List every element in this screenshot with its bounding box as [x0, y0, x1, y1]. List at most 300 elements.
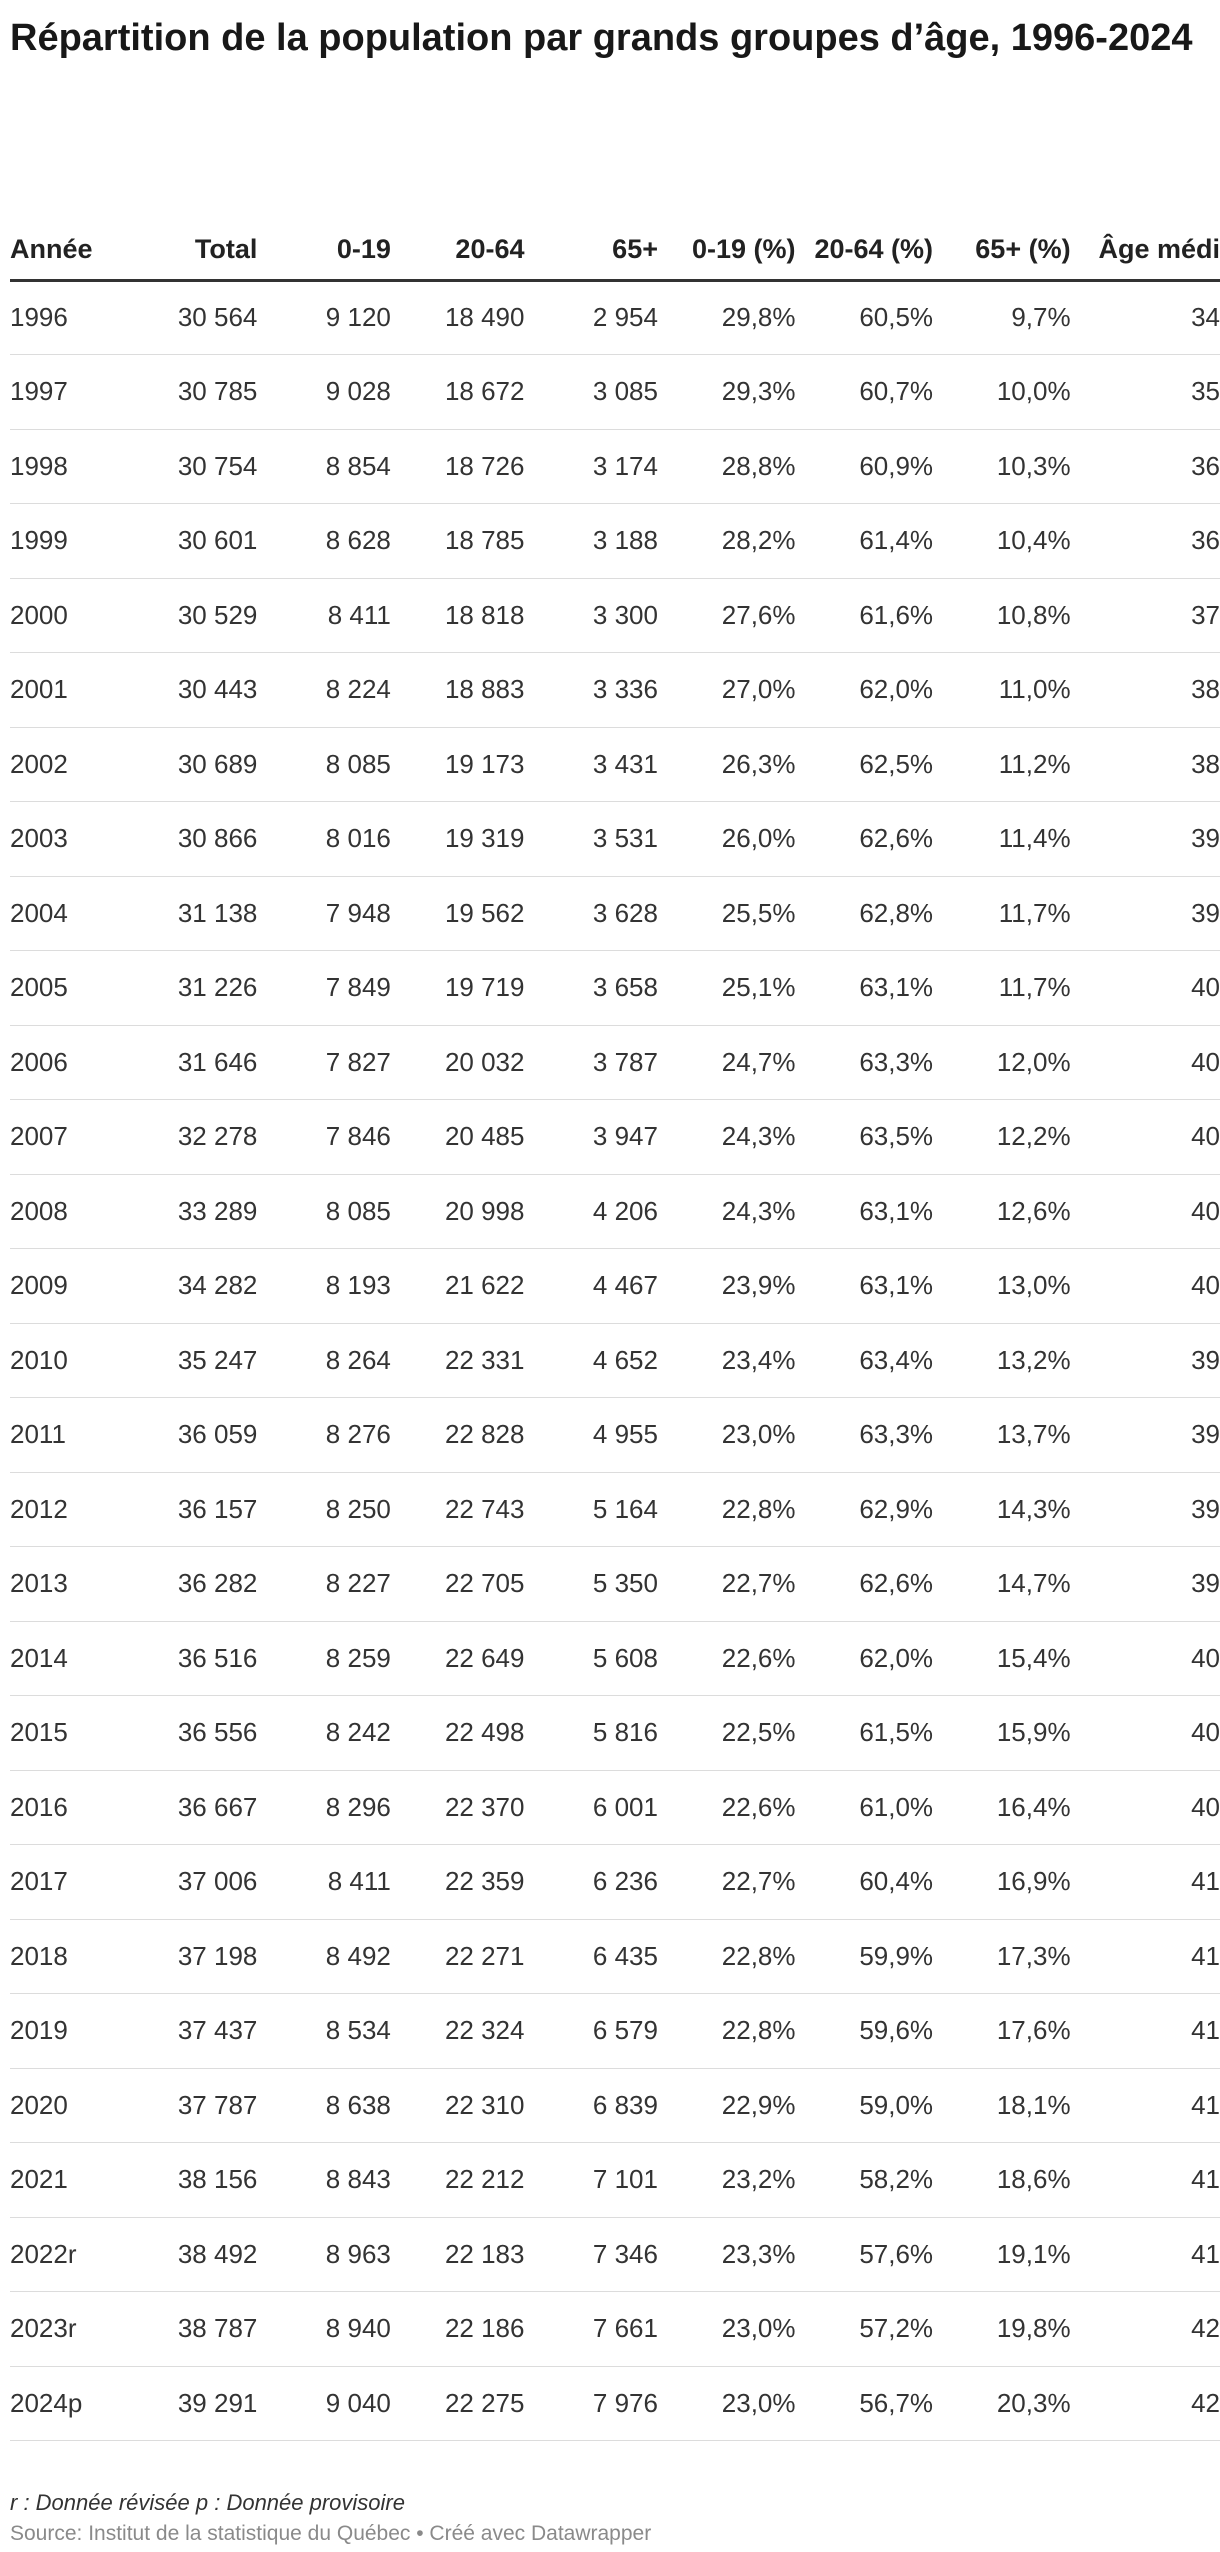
- table-cell: 10,0%: [933, 355, 1071, 430]
- table-cell: 8 638: [257, 2068, 391, 2143]
- year-cell: 2013: [10, 1547, 140, 1622]
- table-cell: 22,6%: [658, 1621, 796, 1696]
- table-cell: 34 282: [140, 1249, 258, 1324]
- table-cell: 6 435: [524, 1919, 658, 1994]
- column-header[interactable]: 20-64: [391, 162, 525, 280]
- table-cell: 61,4%: [796, 504, 934, 579]
- year-cell: 2011: [10, 1398, 140, 1473]
- year-cell: 2014: [10, 1621, 140, 1696]
- table-row: [10, 2366, 1220, 2441]
- table-cell: 12,6%: [933, 1174, 1071, 1249]
- year-cell: 2022r: [10, 2217, 140, 2292]
- table-cell: 30 866: [140, 802, 258, 877]
- table-cell: 7 976: [524, 2366, 658, 2441]
- year-cell: 1996: [10, 280, 140, 355]
- table-cell: 59,6%: [796, 1994, 934, 2069]
- table-cell: 11,2%: [933, 727, 1071, 802]
- table-cell: 28,2%: [658, 504, 796, 579]
- table-row: [10, 504, 1220, 579]
- table-cell: 36 059: [140, 1398, 258, 1473]
- table-cell: 7 849: [257, 951, 391, 1026]
- table-cell: 8 224: [257, 653, 391, 728]
- year-cell: 2010: [10, 1323, 140, 1398]
- table-cell: 8 411: [257, 578, 391, 653]
- table-cell: 15,4%: [933, 1621, 1071, 1696]
- table-header-row: [10, 162, 1220, 280]
- table-cell: 22,6%: [658, 1770, 796, 1845]
- table-cell: 11,7%: [933, 951, 1071, 1026]
- table-cell: 22 275: [391, 2366, 525, 2441]
- table-cell: 12,0%: [933, 1025, 1071, 1100]
- table-cell: 14,7%: [933, 1547, 1071, 1622]
- table-cell: 33 289: [140, 1174, 258, 1249]
- table-cell: 31 138: [140, 876, 258, 951]
- table-cell: 32 278: [140, 1100, 258, 1175]
- table-cell: 11,7%: [933, 876, 1071, 951]
- column-header[interactable]: Âge médi: [1071, 162, 1220, 280]
- table-row: [10, 1398, 1220, 1473]
- table-cell: 18 672: [391, 355, 525, 430]
- table-cell: 6 001: [524, 1770, 658, 1845]
- table-cell: 3 947: [524, 1100, 658, 1175]
- table-cell: 40: [1071, 1100, 1220, 1175]
- year-cell: 2023r: [10, 2292, 140, 2367]
- table-cell: 23,9%: [658, 1249, 796, 1324]
- table-cell: 10,3%: [933, 429, 1071, 504]
- table-cell: 29,8%: [658, 280, 796, 355]
- table-cell: 7 346: [524, 2217, 658, 2292]
- table-cell: 29,3%: [658, 355, 796, 430]
- table-cell: 7 827: [257, 1025, 391, 1100]
- table-cell: 17,3%: [933, 1919, 1071, 1994]
- population-table: [10, 162, 1220, 2441]
- table-row: [10, 1249, 1220, 1324]
- table-cell: 3 787: [524, 1025, 658, 1100]
- table-row: [10, 876, 1220, 951]
- table-cell: 22 331: [391, 1323, 525, 1398]
- year-cell: 2001: [10, 653, 140, 728]
- table-cell: 14,3%: [933, 1472, 1071, 1547]
- table-cell: 40: [1071, 1249, 1220, 1324]
- table-cell: 18,1%: [933, 2068, 1071, 2143]
- footnote: r : Donnée révisée p : Donnée provisoire: [10, 2490, 405, 2515]
- table-cell: 22 649: [391, 1621, 525, 1696]
- table-cell: 63,1%: [796, 951, 934, 1026]
- table-cell: 39: [1071, 1472, 1220, 1547]
- table-cell: 8 534: [257, 1994, 391, 2069]
- table-cell: 7 101: [524, 2143, 658, 2218]
- table-cell: 16,9%: [933, 1845, 1071, 1920]
- table-cell: 40: [1071, 1770, 1220, 1845]
- table-row: [10, 1174, 1220, 1249]
- table-cell: 62,0%: [796, 1621, 934, 1696]
- table-cell: 57,2%: [796, 2292, 934, 2367]
- table-cell: 39: [1071, 1398, 1220, 1473]
- table-cell: 35 247: [140, 1323, 258, 1398]
- table-cell: 37: [1071, 578, 1220, 653]
- table-cell: 22 183: [391, 2217, 525, 2292]
- table-cell: 10,4%: [933, 504, 1071, 579]
- year-cell: 2012: [10, 1472, 140, 1547]
- table-cell: 62,6%: [796, 802, 934, 877]
- table-cell: 59,0%: [796, 2068, 934, 2143]
- column-header[interactable]: 20-64 (%): [796, 162, 934, 280]
- table-cell: 16,4%: [933, 1770, 1071, 1845]
- table-cell: 3 336: [524, 653, 658, 728]
- table-cell: 22 310: [391, 2068, 525, 2143]
- table-cell: 11,4%: [933, 802, 1071, 877]
- table-cell: 22 498: [391, 1696, 525, 1771]
- chart-title: Répartition de la population par grands groupes d’âge, 1996-2024: [10, 17, 1193, 59]
- table-row: [10, 727, 1220, 802]
- table-cell: 5 350: [524, 1547, 658, 1622]
- table-cell: 22,5%: [658, 1696, 796, 1771]
- table-cell: 61,0%: [796, 1770, 934, 1845]
- table-cell: 13,2%: [933, 1323, 1071, 1398]
- table-cell: 8 259: [257, 1621, 391, 1696]
- table-cell: 22 186: [391, 2292, 525, 2367]
- table-cell: 30 443: [140, 653, 258, 728]
- year-cell: 2007: [10, 1100, 140, 1175]
- table-cell: 37 198: [140, 1919, 258, 1994]
- table-cell: 26,3%: [658, 727, 796, 802]
- table-cell: 7 661: [524, 2292, 658, 2367]
- table-cell: 63,1%: [796, 1249, 934, 1324]
- table-cell: 23,2%: [658, 2143, 796, 2218]
- table-row: [10, 1770, 1220, 1845]
- table-cell: 5 608: [524, 1621, 658, 1696]
- table-cell: 9 040: [257, 2366, 391, 2441]
- table-cell: 22,7%: [658, 1547, 796, 1622]
- table-cell: 36 556: [140, 1696, 258, 1771]
- table-cell: 12,2%: [933, 1100, 1071, 1175]
- table-cell: 39: [1071, 802, 1220, 877]
- table-cell: 60,7%: [796, 355, 934, 430]
- table-cell: 30 785: [140, 355, 258, 430]
- table-cell: 8 250: [257, 1472, 391, 1547]
- table-cell: 25,5%: [658, 876, 796, 951]
- year-cell: 2024p: [10, 2366, 140, 2441]
- table-cell: 41: [1071, 1845, 1220, 1920]
- year-cell: 2004: [10, 876, 140, 951]
- table-cell: 24,3%: [658, 1100, 796, 1175]
- table-cell: 42: [1071, 2292, 1220, 2367]
- table-cell: 39: [1071, 1323, 1220, 1398]
- table-row: [10, 1621, 1220, 1696]
- table-cell: 63,3%: [796, 1025, 934, 1100]
- table-cell: 6 579: [524, 1994, 658, 2069]
- column-header[interactable]: Total: [140, 162, 258, 280]
- table-cell: 58,2%: [796, 2143, 934, 2218]
- table-cell: 22 705: [391, 1547, 525, 1622]
- table-cell: 38 787: [140, 2292, 258, 2367]
- table-cell: 22 828: [391, 1398, 525, 1473]
- table-row: [10, 1696, 1220, 1771]
- table-cell: 8 242: [257, 1696, 391, 1771]
- table-row: [10, 429, 1220, 504]
- table-row: [10, 653, 1220, 728]
- table-cell: 8 264: [257, 1323, 391, 1398]
- table-cell: 34: [1071, 280, 1220, 355]
- table-cell: 18 818: [391, 578, 525, 653]
- table-cell: 40: [1071, 951, 1220, 1026]
- table-cell: 22,8%: [658, 1919, 796, 1994]
- table-cell: 21 622: [391, 1249, 525, 1324]
- table-cell: 22,7%: [658, 1845, 796, 1920]
- table-cell: 24,3%: [658, 1174, 796, 1249]
- table-cell: 19 319: [391, 802, 525, 877]
- table-cell: 22 271: [391, 1919, 525, 1994]
- table-cell: 11,0%: [933, 653, 1071, 728]
- table-cell: 60,5%: [796, 280, 934, 355]
- table-cell: 22 370: [391, 1770, 525, 1845]
- table-cell: 62,5%: [796, 727, 934, 802]
- table-cell: 41: [1071, 1994, 1220, 2069]
- table-cell: 30 564: [140, 280, 258, 355]
- table-cell: 37 006: [140, 1845, 258, 1920]
- table-row: [10, 2292, 1220, 2367]
- table-cell: 18 490: [391, 280, 525, 355]
- table-row: [10, 802, 1220, 877]
- table-cell: 38: [1071, 653, 1220, 728]
- table-cell: 30 689: [140, 727, 258, 802]
- table-cell: 22 212: [391, 2143, 525, 2218]
- table-cell: 27,0%: [658, 653, 796, 728]
- table-cell: 31 226: [140, 951, 258, 1026]
- table-cell: 18 785: [391, 504, 525, 579]
- table-cell: 3 085: [524, 355, 658, 430]
- table-cell: 56,7%: [796, 2366, 934, 2441]
- table-cell: 37 787: [140, 2068, 258, 2143]
- year-cell: 1998: [10, 429, 140, 504]
- table-cell: 2 954: [524, 280, 658, 355]
- table-row: [10, 951, 1220, 1026]
- table-cell: 13,7%: [933, 1398, 1071, 1473]
- column-header[interactable]: Année: [10, 162, 140, 280]
- table-cell: 36: [1071, 429, 1220, 504]
- table-cell: 8 085: [257, 1174, 391, 1249]
- table-cell: 3 188: [524, 504, 658, 579]
- table-cell: 36 516: [140, 1621, 258, 1696]
- table-cell: 4 955: [524, 1398, 658, 1473]
- table-cell: 40: [1071, 1696, 1220, 1771]
- table-row: [10, 2068, 1220, 2143]
- table-cell: 63,5%: [796, 1100, 934, 1175]
- table-cell: 6 236: [524, 1845, 658, 1920]
- table-row: [10, 280, 1220, 355]
- table-cell: 62,0%: [796, 653, 934, 728]
- table-cell: 39 291: [140, 2366, 258, 2441]
- table-cell: 5 816: [524, 1696, 658, 1771]
- table-row: [10, 1472, 1220, 1547]
- table-row: [10, 1919, 1220, 1994]
- table-row: [10, 1025, 1220, 1100]
- table-cell: 41: [1071, 2217, 1220, 2292]
- year-cell: 2006: [10, 1025, 140, 1100]
- year-cell: 2005: [10, 951, 140, 1026]
- table-cell: 40: [1071, 1025, 1220, 1100]
- table-cell: 23,0%: [658, 2292, 796, 2367]
- table-cell: 41: [1071, 2143, 1220, 2218]
- table-cell: 22 743: [391, 1472, 525, 1547]
- table-cell: 20 485: [391, 1100, 525, 1175]
- table-cell: 30 529: [140, 578, 258, 653]
- table-row: [10, 578, 1220, 653]
- table-cell: 23,3%: [658, 2217, 796, 2292]
- table-cell: 20 998: [391, 1174, 525, 1249]
- table-cell: 61,5%: [796, 1696, 934, 1771]
- table-cell: 3 431: [524, 727, 658, 802]
- table-row: [10, 1100, 1220, 1175]
- table-cell: 8 227: [257, 1547, 391, 1622]
- table-cell: 3 531: [524, 802, 658, 877]
- table-cell: 63,3%: [796, 1398, 934, 1473]
- table-cell: 8 085: [257, 727, 391, 802]
- table-cell: 8 854: [257, 429, 391, 504]
- column-header[interactable]: 65+ (%): [933, 162, 1071, 280]
- table-cell: 40: [1071, 1174, 1220, 1249]
- column-header[interactable]: 0-19 (%): [658, 162, 796, 280]
- table-row: [10, 2143, 1220, 2218]
- table-cell: 61,6%: [796, 578, 934, 653]
- table-cell: 23,4%: [658, 1323, 796, 1398]
- table-cell: 25,1%: [658, 951, 796, 1026]
- table-cell: 41: [1071, 2068, 1220, 2143]
- table-cell: 8 016: [257, 802, 391, 877]
- table-cell: 18 726: [391, 429, 525, 504]
- table-cell: 9 028: [257, 355, 391, 430]
- table-cell: 5 164: [524, 1472, 658, 1547]
- table-cell: 60,9%: [796, 429, 934, 504]
- year-cell: 1999: [10, 504, 140, 579]
- table-cell: 22,8%: [658, 1472, 796, 1547]
- table-cell: 4 206: [524, 1174, 658, 1249]
- table-row: [10, 2217, 1220, 2292]
- table-cell: 40: [1071, 1621, 1220, 1696]
- table-cell: 3 300: [524, 578, 658, 653]
- year-cell: 2017: [10, 1845, 140, 1920]
- table-row: [10, 1845, 1220, 1920]
- table-cell: 31 646: [140, 1025, 258, 1100]
- column-header[interactable]: 65+: [524, 162, 658, 280]
- table-cell: 23,0%: [658, 1398, 796, 1473]
- year-cell: 2000: [10, 578, 140, 653]
- table-cell: 63,1%: [796, 1174, 934, 1249]
- table-cell: 19 562: [391, 876, 525, 951]
- table-cell: 36 282: [140, 1547, 258, 1622]
- year-cell: 2021: [10, 2143, 140, 2218]
- year-cell: 2016: [10, 1770, 140, 1845]
- datawrapper-table-container: [10, 0, 1220, 2552]
- table-cell: 8 296: [257, 1770, 391, 1845]
- table-cell: 10,8%: [933, 578, 1071, 653]
- table-cell: 24,7%: [658, 1025, 796, 1100]
- table-row: [10, 355, 1220, 430]
- table-cell: 63,4%: [796, 1323, 934, 1398]
- table-cell: 62,6%: [796, 1547, 934, 1622]
- table-cell: 38 156: [140, 2143, 258, 2218]
- table-cell: 8 628: [257, 504, 391, 579]
- table-body: [10, 280, 1220, 2441]
- table-cell: 39: [1071, 1547, 1220, 1622]
- table-cell: 22 324: [391, 1994, 525, 2069]
- year-cell: 2002: [10, 727, 140, 802]
- table-cell: 9,7%: [933, 280, 1071, 355]
- table-cell: 30 754: [140, 429, 258, 504]
- table-cell: 20,3%: [933, 2366, 1071, 2441]
- table-cell: 20 032: [391, 1025, 525, 1100]
- table-cell: 62,9%: [796, 1472, 934, 1547]
- table-cell: 7 948: [257, 876, 391, 951]
- table-cell: 17,6%: [933, 1994, 1071, 2069]
- table-cell: 22 359: [391, 1845, 525, 1920]
- year-cell: 2008: [10, 1174, 140, 1249]
- table-cell: 36 157: [140, 1472, 258, 1547]
- table-cell: 18,6%: [933, 2143, 1071, 2218]
- year-cell: 2018: [10, 1919, 140, 1994]
- source-note: Source: Institut de la statistique du Québec • Créé avec Datawrapper: [10, 2522, 652, 2545]
- table-cell: 4 467: [524, 1249, 658, 1324]
- table-cell: 35: [1071, 355, 1220, 430]
- table-cell: 60,4%: [796, 1845, 934, 1920]
- table-cell: 23,0%: [658, 2366, 796, 2441]
- table-cell: 13,0%: [933, 1249, 1071, 1324]
- table-cell: 8 411: [257, 1845, 391, 1920]
- table-cell: 3 628: [524, 876, 658, 951]
- table-cell: 8 492: [257, 1919, 391, 1994]
- table-cell: 36 667: [140, 1770, 258, 1845]
- table-cell: 7 846: [257, 1100, 391, 1175]
- table-cell: 3 174: [524, 429, 658, 504]
- table-cell: 38 492: [140, 2217, 258, 2292]
- table-cell: 62,8%: [796, 876, 934, 951]
- table-cell: 30 601: [140, 504, 258, 579]
- table-cell: 36: [1071, 504, 1220, 579]
- table-cell: 19,8%: [933, 2292, 1071, 2367]
- year-cell: 2015: [10, 1696, 140, 1771]
- table-cell: 39: [1071, 876, 1220, 951]
- table-cell: 42: [1071, 2366, 1220, 2441]
- table-cell: 6 839: [524, 2068, 658, 2143]
- table-cell: 26,0%: [658, 802, 796, 877]
- year-cell: 2020: [10, 2068, 140, 2143]
- column-header[interactable]: 0-19: [257, 162, 391, 280]
- table-cell: 27,6%: [658, 578, 796, 653]
- table-cell: 3 658: [524, 951, 658, 1026]
- table-cell: 22,9%: [658, 2068, 796, 2143]
- table-cell: 18 883: [391, 653, 525, 728]
- table-cell: 19 719: [391, 951, 525, 1026]
- table-cell: 15,9%: [933, 1696, 1071, 1771]
- table-cell: 38: [1071, 727, 1220, 802]
- table-cell: 59,9%: [796, 1919, 934, 1994]
- year-cell: 2009: [10, 1249, 140, 1324]
- table-cell: 22,8%: [658, 1994, 796, 2069]
- table-cell: 8 193: [257, 1249, 391, 1324]
- table-cell: 8 940: [257, 2292, 391, 2367]
- table-cell: 4 652: [524, 1323, 658, 1398]
- table-cell: 28,8%: [658, 429, 796, 504]
- table-cell: 8 276: [257, 1398, 391, 1473]
- table-cell: 37 437: [140, 1994, 258, 2069]
- year-cell: 2003: [10, 802, 140, 877]
- year-cell: 2019: [10, 1994, 140, 2069]
- table-row: [10, 1547, 1220, 1622]
- table-cell: 9 120: [257, 280, 391, 355]
- table-cell: 19,1%: [933, 2217, 1071, 2292]
- table-cell: 8 963: [257, 2217, 391, 2292]
- table-row: [10, 1323, 1220, 1398]
